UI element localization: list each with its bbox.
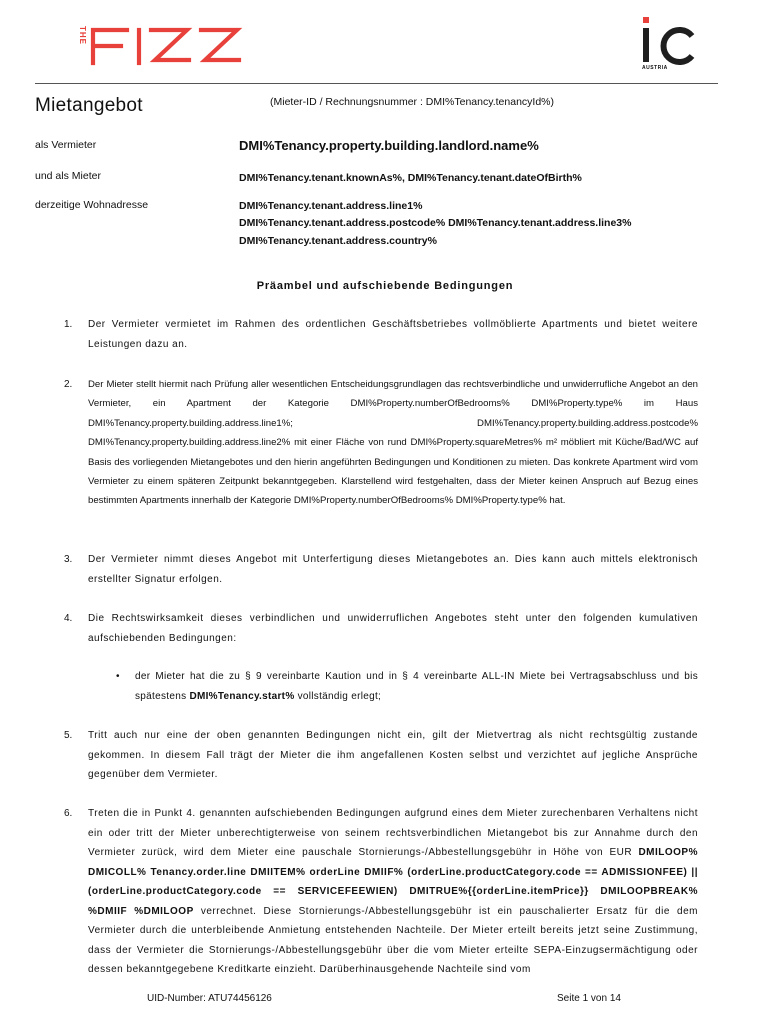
document-title: Mietangebot xyxy=(35,95,143,116)
clause-number: 2. xyxy=(64,379,73,390)
clause-number: 4. xyxy=(64,613,73,624)
bullet-text-bold: DMI%Tenancy.start% xyxy=(189,690,295,702)
section-heading: Präambel und aufschiebende Bedingungen xyxy=(256,280,514,292)
landlord-value: DMI%Tenancy.property.building.landlord.name% xyxy=(239,138,539,153)
fizz-logo xyxy=(55,16,245,66)
clause-6-text-c: verrechnet. Diese Stornierungs-/Abbestellungsgebühr ist ein pauschalierter Ersatz für die dem Vermieter durch die unterbleibende Anmietung entstehenden Nachteile. Der Mieter erteilt bereits jetzt seine Zustimmung, dass der Vermieter die Stornierungs-/Abbestellungsgebühr über die vom Mieter erteilte SEPA-Einzugsermächtigung oder dessen bekanntgegebene Kreditkarte einzieht. Darüberhinausgehende Nachteile sind vom xyxy=(88,905,698,975)
reference-line: (Mieter-ID / Rechnungsnummer : DMI%Tenancy.tenancyId%) xyxy=(270,96,554,108)
tenant-label: und als Mieter xyxy=(35,170,101,182)
clause-text xyxy=(88,804,698,980)
header-divider xyxy=(35,83,718,84)
clause-text: Der Vermieter nimmt dieses Angebot mit Unterfertigung dieses Mietangebotes an. Dies kann auch mittels elektronisch erstellter Signatur erfolgen. xyxy=(88,554,698,585)
bullet-text-a: der Mieter hat die zu § 9 vereinbarte Kaution und in § 4 vereinbarte ALL-IN Miete bei Vertragsabschluss und bis spätestens xyxy=(135,671,698,702)
address-line-3: DMI%Tenancy.tenant.address.country% xyxy=(239,235,437,247)
clause-text: Der Mieter stellt hiermit nach Prüfung aller wesentlichen Entscheidungsgrundlagen das rechtsverbindliche und unwiderrufliche Angebot an den Vermieter, ein Apartment der Kategorie DMI%Property.numberOfBedrooms% DMI%Property.type% im Haus DMI%Tenancy.property.building.address.line1%; DMI%Tenancy.property.building.address.postcode% DMI%Tenancy.property.building.address.line2% mit einer Fläche von rund DMI%Property.squareMetres% m² möbliert mit Küche/Bad/WC auf Basis des vorliegenden Mietangebotes und den hierin angeführten Bedingungen und Konditionen zu mieten. Das konkrete Apartment wird vom Vermieter zu einem späteren Zeitpunkt bekanntgegeben. Klarstellend wird festgehalten, dass der Mieter keinen Anspruch auf Bezug eines bestimmten Apartments innerhalb der Kategorie DMI%Property.numberOfBedrooms% DMI%Property.type% hat. xyxy=(88,379,698,507)
clause-text: Der Vermieter vermietet im Rahmen des ordentlichen Geschäftsbetriebes vollmöblierte Apartments und bietet weitere Leistungen dazu an. xyxy=(88,319,698,350)
fizz-logo-small-text: THE xyxy=(78,26,87,45)
tenant-value: DMI%Tenancy.tenant.knownAs%, DMI%Tenancy.tenant.dateOfBirth% xyxy=(239,172,582,184)
clause-number: 1. xyxy=(64,319,73,330)
address-label: derzeitige Wohnadresse xyxy=(35,199,149,211)
bullet-text-c: vollständig erlegt; xyxy=(294,690,382,702)
clause-text: Tritt auch nur eine der oben genannten Bedingungen nicht ein, gilt der Mietvertrag als nicht rechtsgültig zustande gekommen. In diesem Fall trägt der Mieter die ihm angefallenen Kosten selbst und verzichtet auf jegliche Ansprüche gegenüber dem Vermieter. xyxy=(88,730,698,780)
clause-number: 3. xyxy=(64,554,73,565)
footer-page-number: Seite 1 von 14 xyxy=(557,993,621,1004)
bullet-symbol: • xyxy=(116,671,120,682)
clause-number: 5. xyxy=(64,730,73,741)
landlord-label: als Vermieter xyxy=(35,139,97,151)
clause-number: 6. xyxy=(64,808,73,819)
address-line-2: DMI%Tenancy.tenant.address.postcode% DMI%Tenancy.tenant.address.line3% xyxy=(239,217,632,229)
clause-6-template-code: DMILOOP% DMICOLL% Tenancy.order.line DMIITEM% orderLine DMIIF% (orderLine.productCategory.code == ADMISSIONFEE) || (orderLine.productCategory.code == SERVICEFEEWIEN) DMITRUE%{{orderLine.itemPrice}} DMILOOPBREAK% %DMIIF %DMILOOP xyxy=(88,847,698,917)
footer-uid: UID-Number: ATU74456126 xyxy=(147,993,272,1004)
ic-logo-subtext: AUSTRIA xyxy=(642,65,668,71)
bullet-text xyxy=(135,667,698,706)
clause-text: Die Rechtswirksamkeit dieses verbindlichen und unwiderruflichen Angebotes steht unter den folgenden kumulativen aufschiebenden Bedingungen: xyxy=(88,613,698,644)
address-line-1: DMI%Tenancy.tenant.address.line1% xyxy=(239,200,423,212)
clause-6-text-a: Treten die in Punkt 4. genannten aufschiebenden Bedingungen aufgrund eines dem Mieter zurechenbaren Verhaltens nicht ein oder tritt der Mieter unberechtigterweise von seinem rechtsverbindlichen Mietangebot bis zur Annahme durch den Vermieter zurück, wird dem Mieter eine pauschale Stornierungs-/Abbestellungsgebühr in Höhe von EUR xyxy=(88,808,698,858)
